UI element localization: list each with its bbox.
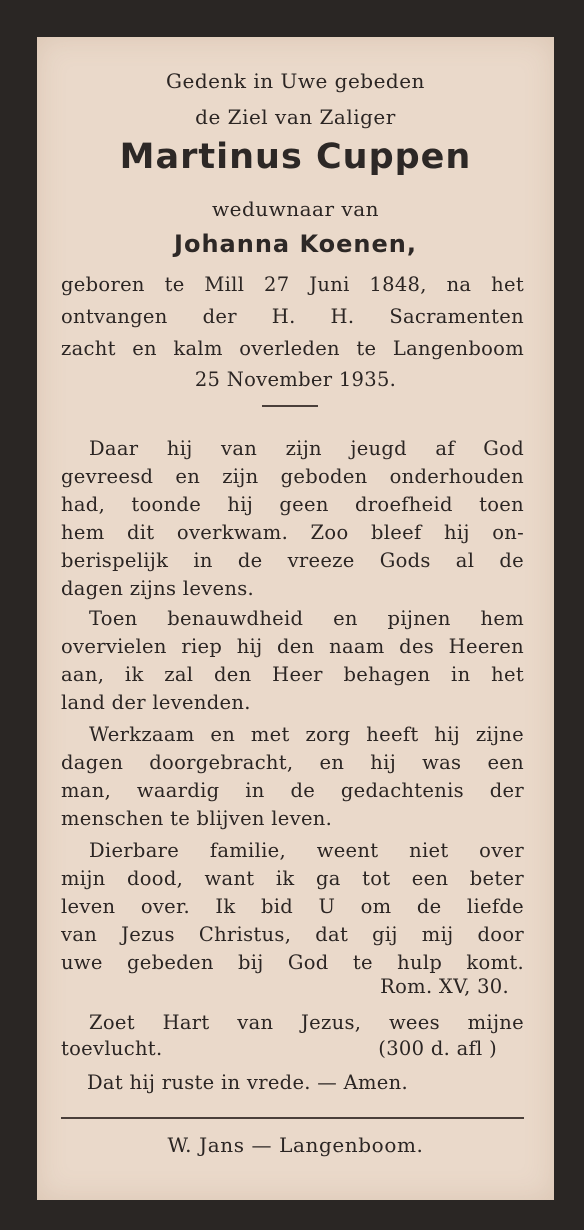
text-line: leven over. Ik bid U om de liefde — [61, 895, 524, 918]
relation-text: weduwnaar van — [211, 197, 379, 221]
memorial-card — [37, 37, 554, 1200]
text-line: land der levenden. — [61, 691, 251, 714]
text-line: gevreesd en zijn geboden onderhouden — [61, 465, 524, 488]
heading-line-1: Gedenk in Uwe gebeden — [166, 69, 425, 93]
text-line: had, toonde hij geen droefheid toen — [61, 493, 524, 516]
text-line: aan, ik zal den Heer behagen in het — [61, 663, 524, 686]
text-line: dagen doorgebracht, en hij was een — [61, 751, 524, 774]
text-line: Zoet Hart van Jezus, wees mijne — [89, 1011, 524, 1034]
text-line: Daar hij van zijn jeugd af God — [89, 437, 524, 460]
death-date: 25 November 1935. — [194, 368, 397, 391]
text-line: Werkzaam en met zorg heeft hij zijne — [89, 723, 524, 746]
spouse-name: Johanna Koenen, — [174, 230, 417, 258]
heading-line-2: de Ziel van Zaliger — [195, 105, 396, 129]
bible-citation: Rom. XV, 30. — [380, 975, 509, 998]
text-line: mijn dood, want ik ga tot een beter — [61, 867, 524, 890]
deceased-name: Martinus Cuppen — [119, 137, 472, 177]
text-line: toevlucht. — [61, 1037, 163, 1060]
divider-long — [61, 1117, 524, 1119]
text-line: uwe gebeden bij God te hulp komt. — [61, 951, 524, 974]
text-line: man, waardig in de gedachtenis der — [61, 779, 524, 802]
text-line: hem dit overkwam. Zoo bleef hij on- — [61, 521, 524, 544]
bio-line: geboren te Mill 27 Juni 1848, na het — [61, 273, 524, 296]
text-line: overvielen riep hij den naam des Heeren — [61, 635, 524, 658]
closing-prayer: Dat hij ruste in vrede. — Amen. — [87, 1071, 408, 1094]
text-line: Toen benauwdheid en pijnen hem — [89, 607, 524, 630]
printer-imprint: W. Jans — Langenboom. — [167, 1133, 424, 1157]
text-line: dagen zijns levens. — [61, 577, 255, 600]
text-line: van Jezus Christus, dat gij mij door — [61, 923, 524, 946]
bio-line: zacht en kalm overleden te Langenboom — [61, 337, 524, 360]
text-line: menschen te blijven leven. — [61, 807, 333, 830]
text-line: berispelijk in de vreeze Gods al de — [61, 549, 524, 572]
indulgence-note: (300 d. afl ) — [378, 1037, 497, 1060]
divider-short — [262, 405, 318, 407]
bio-line: ontvangen der H. H. Sacramenten — [61, 305, 524, 328]
text-line: Dierbare familie, weent niet over — [89, 839, 524, 862]
